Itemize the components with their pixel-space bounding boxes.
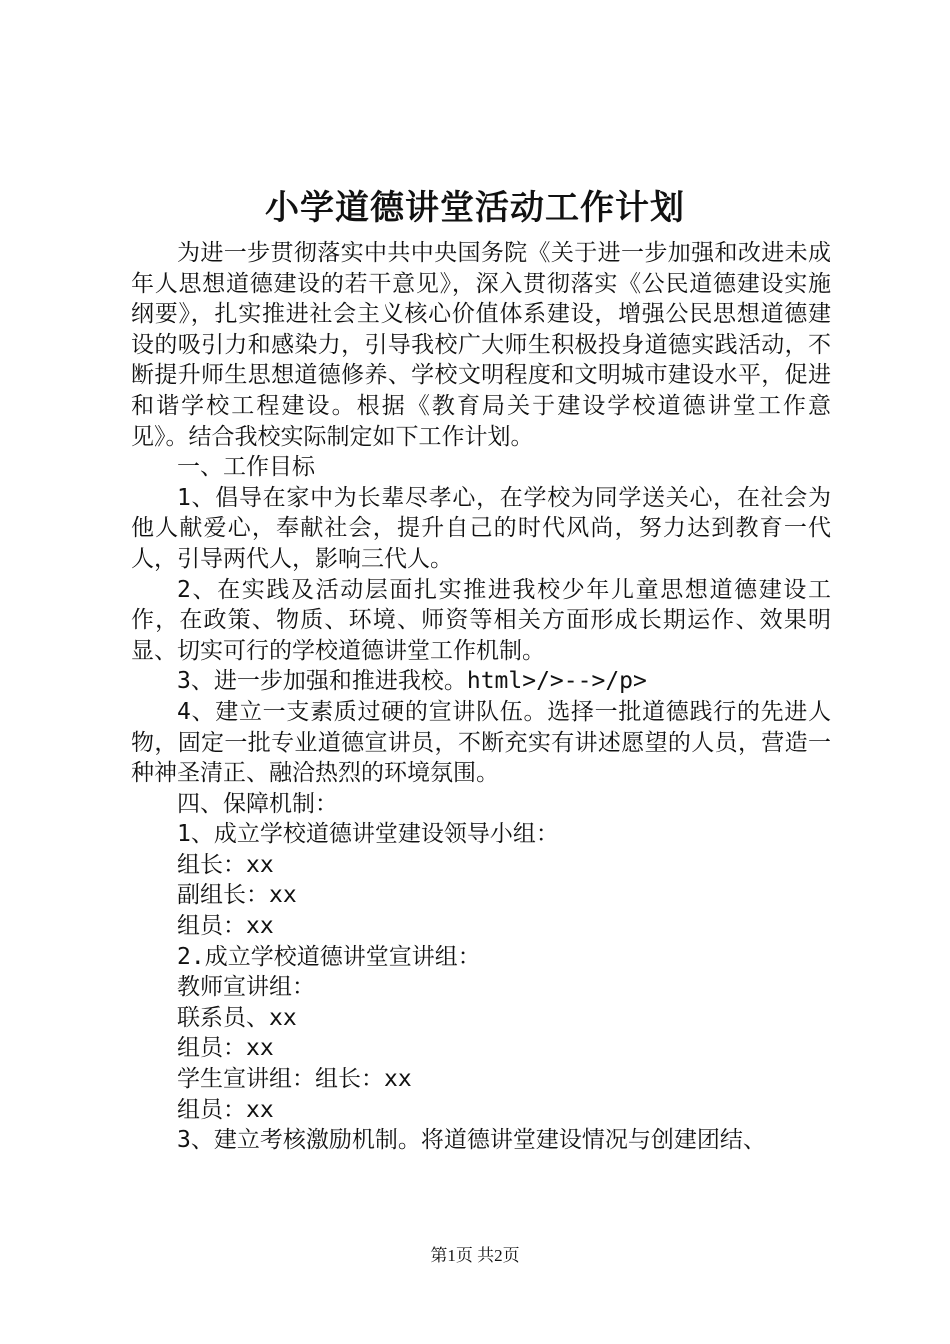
goal-item-1: 1、倡导在家中为长辈尽孝心，在学校为同学送关心，在社会为他人献爱心，奉献社会，提升自己的时代风尚，努力达到教育一代人，引导两代人，影响三代人。 <box>131 484 831 572</box>
support-item-2: 2.成立学校道德讲堂宣讲组： <box>177 943 481 970</box>
contact-line: 联系员、xx <box>177 1004 297 1031</box>
support-item-3: 3、建立考核激励机制。将道德讲堂建设情况与创建团结、 <box>177 1127 766 1154</box>
student-group-line: 学生宣讲组：组长：xx <box>177 1066 412 1093</box>
intro-paragraph: 为进一步贯彻落实中共中央国务院《关于进一步加强和改进未成年人思想道德建设的若干意见》，深入贯彻落实《公民道德建设实施纲要》，扎实推进社会主义核心价值体系建设，增强公民思想道德建设的吸引力和感染力，引导我校广大师生积极投身道德实践活动，不断提升师生思想道德修养、学校文明程度和文明城市建设水平，促进和谐学校工程建设。根据《教育局关于建设学校道德讲堂工作意见》。结合我校实际制定如下工作计划。 <box>131 240 831 450</box>
support-item-1: 1、成立学校道德讲堂建设领导小组： <box>177 821 559 848</box>
document-body <box>131 238 831 1156</box>
document-title: 小学道德讲堂活动工作计划 <box>265 188 685 228</box>
student-member-line: 组员：xx <box>177 1096 274 1123</box>
goal-item-3: 3、进一步加强和推进我校。html>/>-->/p> <box>177 668 647 695</box>
teacher-group-line: 教师宣讲组： <box>177 974 315 1001</box>
member-line: 组员：xx <box>177 913 274 940</box>
leader-line: 组长：xx <box>177 851 274 878</box>
goal-item-4: 4、建立一支素质过硬的宣讲队伍。选择一批道德践行的先进人物，固定一批专业道德宣讲员，不断充实有讲述愿望的人员，营造一种神圣清正、融洽热烈的环境氛围。 <box>131 698 831 787</box>
teacher-member-line: 组员：xx <box>177 1035 274 1062</box>
page-footer: 第1页 共2页 <box>430 1246 520 1265</box>
goal-item-2: 2、在实践及活动层面扎实推进我校少年儿童思想道德建设工作，在政策、物质、环境、师资等相关方面形成长期运作、效果明显、切实可行的学校道德讲堂工作机制。 <box>131 576 831 664</box>
section-heading-goals: 一、工作目标 <box>177 454 315 481</box>
deputy-leader-line: 副组长：xx <box>177 882 297 909</box>
section-heading-support: 四、保障机制： <box>177 790 338 817</box>
